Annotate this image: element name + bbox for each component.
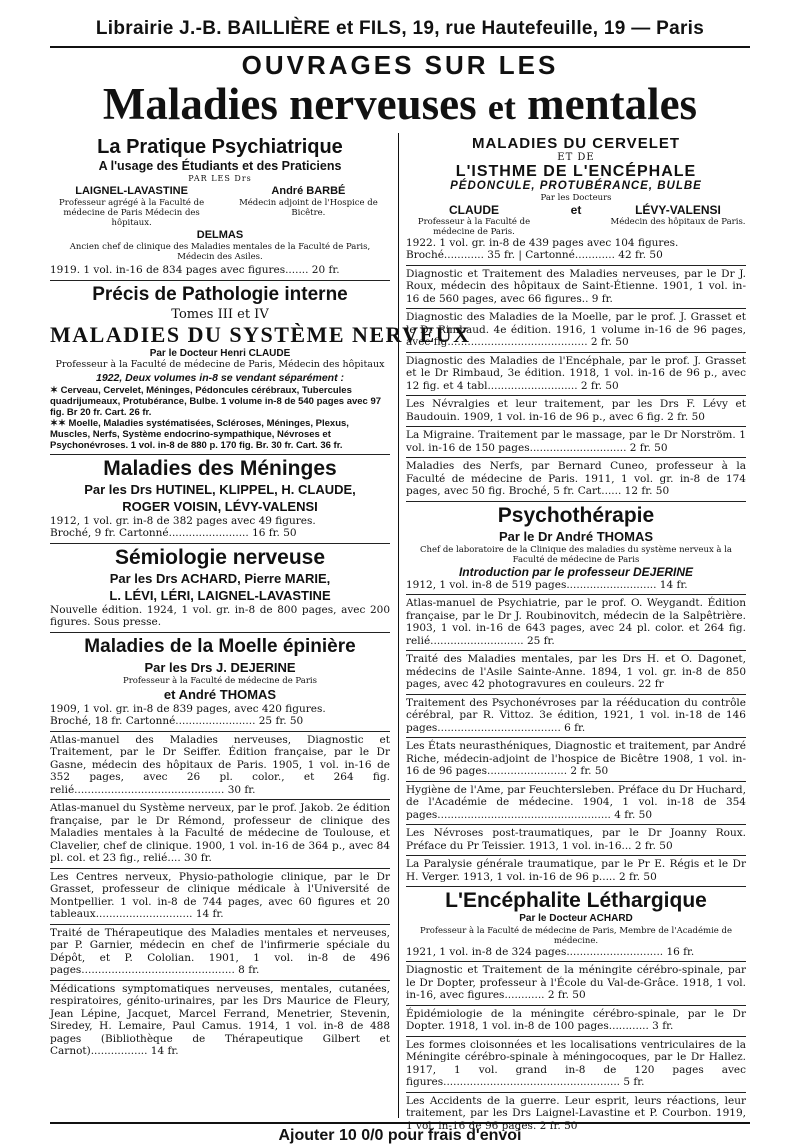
- meninges-line1: 1912, 1 vol. gr. in-8 de 382 pages avec 49 figures.: [50, 514, 316, 527]
- moelle-author2: et André THOMAS: [163, 686, 277, 702]
- cervelet-line1: 1922. 1 vol. gr. in-8 de 439 pages avec 104 figures.: [406, 236, 679, 249]
- cervelet-title3: L'ISTHME DE L'ENCÉPHALE: [455, 163, 697, 180]
- semiologie-title: Sémiologie nerveuse: [114, 545, 326, 569]
- psycho-author: Par le Dr André THOMAS: [498, 528, 654, 544]
- pratique-line: 1919. 1 vol. in-16 de 834 pages avec figures....... 20 fr.: [50, 264, 340, 276]
- precis-author: Par le Docteur Henri CLAUDE: [149, 347, 291, 359]
- semiologie-block: [50, 544, 390, 633]
- cervelet-title4: PÉDONCULE, PROTUBÉRANCE, BULBE: [450, 180, 702, 192]
- psycho-desc: Chef de laboratoire de la Clinique des maladies du système nerveux à la Faculté de médecine de Paris: [419, 544, 732, 565]
- precis-note: 1922, Deux volumes in-8 se vendant séparément :: [95, 372, 345, 384]
- cervelet-line2: Broché............ 35 fr. | Cartonné............ 42 fr. 50: [406, 249, 663, 261]
- hygiene-ame-entry: Hygiène de l'Ame, par Feuchtersleben. Préface du Dr Huchard, de l'Académie de médecine. 1904, 1 vol. in-18 de 354 pages.................................................... 4 fr. 50: [406, 782, 746, 826]
- diag-encephale-entry: Diagnostic des Maladies de l'Encéphale, par le prof. J. Grasset et le Dr Rimbaud, 3e édition. 1918, 1 vol. in-16 de 96 p., avec 12 fig. et 4 tabl........................... 2 fr. 50: [406, 353, 746, 397]
- nevralgies-entry: Les Névralgies et leur traitement, par les Drs F. Lévy et Baudouin. 1909, 1 vol. in-16 de 96 p., avec 6 fig. 2 fr. 50: [406, 396, 746, 427]
- cervelet-block: [406, 133, 746, 266]
- precis-tomes: Tomes III et IV: [171, 306, 269, 322]
- pratique-author2: André BARBÉ: [271, 185, 346, 197]
- pratique-author1-desc: Professeur agrégé à la Faculté de médecine de Paris Médecin des hôpitaux.: [59, 198, 205, 228]
- moelle-author1: Par les Drs J. DEJERINE: [144, 659, 296, 675]
- migraine-entry: La Migraine. Traitement par le massage, par le Dr Norström. 1 vol. in-16 de 150 pages............................. 2 fr. 50: [406, 427, 746, 458]
- ouvrages-heading: OUVRAGES SUR LES: [241, 50, 559, 80]
- cervelet-title2: ET DE: [557, 152, 595, 163]
- precis-tome2: ✶✶ Moelle, Maladies systématisées, Scléroses, Méninges, Plexus, Muscles, Nerfs, Système endocrino-sympathique, Névroses et Psychonévroses. 1 vol. in-8 de 880 p. 170 fig. Br. 30 fr. Cart. 36 fr.: [50, 417, 349, 451]
- pratique-block: [50, 133, 390, 281]
- pratique-par: PAR LES Drs: [188, 174, 252, 183]
- precis-title: Précis de Pathologie interne: [92, 283, 348, 305]
- meninges-line2: Broché, 9 fr. Cartonné........................ 16 fr. 50: [50, 527, 297, 539]
- catalog-page: [50, 0, 750, 1146]
- maladies-nerfs-entry: Maladies des Nerfs, par Bernard Cuneo, professeur à la Faculté de médecine de Paris. 1911, 1 vol. gr. in-8 de 174 pages, avec 50 fig. Broché, 5 fr. Cart...... 12 fr. 50: [406, 458, 746, 502]
- traite-maladies-mentales-entry: Traité des Maladies mentales, par les Drs H. et O. Dagonet, médecins de l'Asile Sainte-Anne. 1894, 1 vol. gr. in-8 de 850 pages, avec 42 photogravures en couleurs. 22 fr: [406, 651, 746, 695]
- diag-moelle-entry: Diagnostic des Maladies de la Moelle, par le prof. J. Grasset et le Dr Rimbaud. 4e édition. 1916, 1 volume in-16 de 96 pages, avec fig.......................................... 2 fr. 50: [406, 309, 746, 353]
- meninges-authors1: Par les Drs HUTINEL, KLIPPEL, H. CLAUDE,: [84, 481, 356, 497]
- atlas-psychiatrie-entry: Atlas-manuel de Psychiatrie, par le prof. O. Weygandt. Édition française, par le Dr J. Roubinovitch, médecin de la Salpêtrière. 1903, 1 vol. in-16 de 643 pages, avec 24 pl. color. et 264 fig. relié............................ 25 fr.: [406, 595, 746, 651]
- precis-desc: Professeur à la Faculté de médecine de Paris, Médecin des hôpitaux: [55, 359, 385, 370]
- psychotherapie-block: [406, 502, 746, 596]
- atlas-systeme-entry: Atlas-manuel du Système nerveux, par le prof. Jakob. 2e édition française, par le Dr Rémond, professeur de clinique des Maladies mentales à la Faculté de médecine de Toulouse, et Clavelier, chef de clinique. 1900, 1 vol. in-16 de 364 p., avec 84 pl. col. et 23 fig., relié.... 30 fr.: [50, 800, 390, 869]
- centres-nerveux-entry: Les Centres nerveux, Physio-pathologie clinique, par le Dr Grasset, professeur de clinique médicale à l'Université de Montpellier. 1 vol. in-8 de 744 pages, avec 60 figures et 20 tableaux............................. 14 fr.: [50, 869, 390, 925]
- cervelet-authors: [406, 203, 746, 237]
- meninges-block: [50, 455, 390, 544]
- columns: [50, 133, 750, 1132]
- psycho-title: Psychothérapie: [497, 503, 655, 527]
- pratique-author2-desc: Médecin adjoint de l'Hospice de Bicêtre.: [239, 198, 378, 218]
- header-rule: [50, 46, 750, 48]
- moelle-desc: Professeur à la Faculté de médecine de Paris: [123, 675, 317, 686]
- pratique-authors: [50, 184, 390, 228]
- enceph-author: Par le Docteur ACHARD: [519, 913, 633, 924]
- precis-tome1: ✶ Cerveau, Cervelet, Méninges, Pédoncules cérébraux, Tubercules quadrijumeaux, Protubérance, Bulbe. 1 volume in-8 de 540 pages avec 97 fig. Br 20 fr. Cart. 26 fr.: [50, 384, 382, 418]
- atlas-maladies-entry: Atlas-manuel des Maladies nerveuses, Diagnostic et Traitement, par le Dr Seiffer. Édition française, par le Dr Gasne, médecin des hôpitaux de Paris. 1905, 1 vol. in-16 de 352 pages, avec 26 pl. color., et 264 fig. relié............................................. 30 fr.: [50, 732, 390, 801]
- cervelet-author1-desc: Professeur à la Faculté de médecine de Paris.: [417, 216, 531, 237]
- moelle-line2: Broché, 18 fr. Cartonné........................ 25 fr. 50: [50, 715, 304, 727]
- shipping-note: Ajouter 10 0/0 pour frais d'envoi: [50, 1122, 750, 1145]
- accidents-guerre-entry: Les Accidents de la guerre. Leur esprit, leurs réactions, leur traitement, par les Drs Laignel-Lavastine et P. Courbon. 1919, 1 vol. in-16 de 96 pages. 2 fr. 50: [406, 1094, 746, 1132]
- encephalite-block: [406, 887, 746, 962]
- traitement-psychonevroses-entry: Traitement des Psychonévroses par la rééducation du contrôle cérébral, par R. Vittoz. 3e édition, 1921, 1 vol. in-18 de 146 pages..................................... 6 fr.: [406, 695, 746, 739]
- psycho-line: 1912, 1 vol. in-8 de 519 pages........................... 14 fr.: [406, 578, 688, 591]
- cervelet-par: Par les Docteurs: [540, 192, 612, 203]
- pratique-author3: DELMAS: [196, 229, 244, 241]
- meninges-title: Maladies des Méninges: [103, 456, 337, 480]
- enceph-line: 1921, 1 vol. in-8 de 324 pages............................. 16 fr.: [406, 945, 695, 958]
- cervelet-author1: CLAUDE: [449, 202, 499, 217]
- cervelet-et: et: [570, 202, 582, 217]
- pratique-author3-desc: Ancien chef de clinique des Maladies mentales de la Faculté de Paris, Médecin des Asiles.: [69, 242, 371, 262]
- pratique-author1: LAIGNEL-LAVASTINE: [75, 185, 188, 197]
- psycho-intro: Introduction par le professeur DEJERINE: [458, 564, 694, 579]
- moelle-line1: 1909, 1 vol. gr. in-8 de 839 pages, avec 420 figures.: [50, 702, 326, 715]
- enceph-desc: Professeur à la Faculté de médecine de Paris, Membre de l'Académie de médecine.: [419, 925, 733, 946]
- left-column: [50, 133, 471, 1061]
- formes-cloisonnees-entry: Les formes cloisonnées et les localisations ventriculaires de la Méningite cérébro-spinale à méningocoques, par le Dr Hallez. 1917, 1 vol. grand in-8 de 120 pages avec figures..................................................... 5 fr.: [406, 1037, 746, 1093]
- main-title-part1: Maladies nerveuses: [102, 79, 477, 129]
- cervelet-author2-desc: Médecin des hôpitaux de Paris.: [610, 216, 746, 227]
- moelle-block: [50, 633, 390, 732]
- right-column: [406, 133, 746, 1135]
- medications-entry: Médications symptomatiques nerveuses, mentales, cutanées, respiratoires, génito-urinaires, par les Drs Maurice de Fleury, Jean Lépine, Jacquet, Marcel Ferrand, Menetrier, Stevenin, Siredey, H. Lemaire, Paul Camus. 1914, 1 vol. in-8 de 488 pages (Bibliothèque de Thérapeutique Gilbert et Carnot)................. 14 fr.: [50, 982, 390, 1057]
- pratique-subtitle: A l'usage des Étudiants et des Praticiens: [98, 159, 342, 173]
- meninges-authors2: ROGER VOISIN, LÉVY-VALENSI: [122, 498, 318, 514]
- paralysie-generale-entry: La Paralysie générale traumatique, par le Pr E. Régis et le Dr H. Verger. 1913, 1 vol. in-16 de 96 p..... 2 fr. 50: [406, 856, 746, 887]
- moelle-title: Maladies de la Moelle épinière: [84, 635, 356, 657]
- semiologie-authors1: Par les Drs ACHARD, Pierre MARIE,: [109, 570, 331, 586]
- etats-neurastheniques-entry: Les États neurasthéniques, Diagnostic et traitement, par André Riche, médecin-adjoint de l'hospice de Bicêtre 1908, 1 vol. in-16 de 96 pages........................ 2 fr. 50: [406, 738, 746, 782]
- main-title-part2: mentales: [527, 79, 698, 129]
- enceph-title: L'Encéphalite Léthargique: [445, 889, 707, 912]
- main-title-et: et: [487, 87, 516, 127]
- publisher-header: Librairie J.-B. BAILLIÈRE et FILS, 19, rue Hautefeuille, 19 — Paris: [95, 18, 705, 39]
- cervelet-author2: LÉVY-VALENSI: [635, 202, 721, 217]
- precis-block: [50, 281, 471, 455]
- main-title: [50, 80, 750, 131]
- semiologie-line: Nouvelle édition. 1924, 1 vol. gr. in-8 de 800 pages, avec 200 figures. Sous presse.: [50, 603, 390, 628]
- column-divider: [398, 133, 399, 1118]
- pratique-title: La Pratique Psychiatrique: [97, 136, 343, 158]
- nevroses-post-traumatiques-entry: Les Névroses post-traumatiques, par le Dr Joanny Roux. Préface du Pr Teissier. 1913, 1 vol. in-16... 2 fr. 50: [406, 825, 746, 856]
- traite-therapeutique-entry: Traité de Thérapeutique des Maladies mentales et nerveuses, par P. Garnier, médecin en chef de l'infirmerie spéciale du Dépôt, et P. Cololian. 1901, 1 vol. in-8 de 496 pages.............................................. 8 fr.: [50, 925, 390, 981]
- meningite-entry: Diagnostic et Traitement de la méningite cérébro-spinale, par le Dr Dopter, professeur à l'École du Val-de-Grâce. 1918, 1 vol. in-16, avec figures............ 2 fr. 50: [406, 962, 746, 1006]
- precis-big: MALADIES DU SYSTÈME NERVEUX: [50, 321, 471, 347]
- epidemiologie-entry: Épidémiologie de la méningite cérébro-spinale, par le Dr Dopter. 1918, 1 vol. in-8 de 100 pages............ 3 fr.: [406, 1006, 746, 1037]
- diag-traitement-entry: Diagnostic et Traitement des Maladies nerveuses, par le Dr J. Roux, médecin des hôpitaux de Saint-Étienne. 1901, 1 vol. in-16 de 560 pages, avec 66 figures.. 9 fr.: [406, 266, 746, 310]
- cervelet-title1: MALADIES DU CERVELET: [471, 135, 681, 152]
- semiologie-authors2: L. LÉVI, LÉRI, LAIGNEL-LAVASTINE: [109, 587, 331, 603]
